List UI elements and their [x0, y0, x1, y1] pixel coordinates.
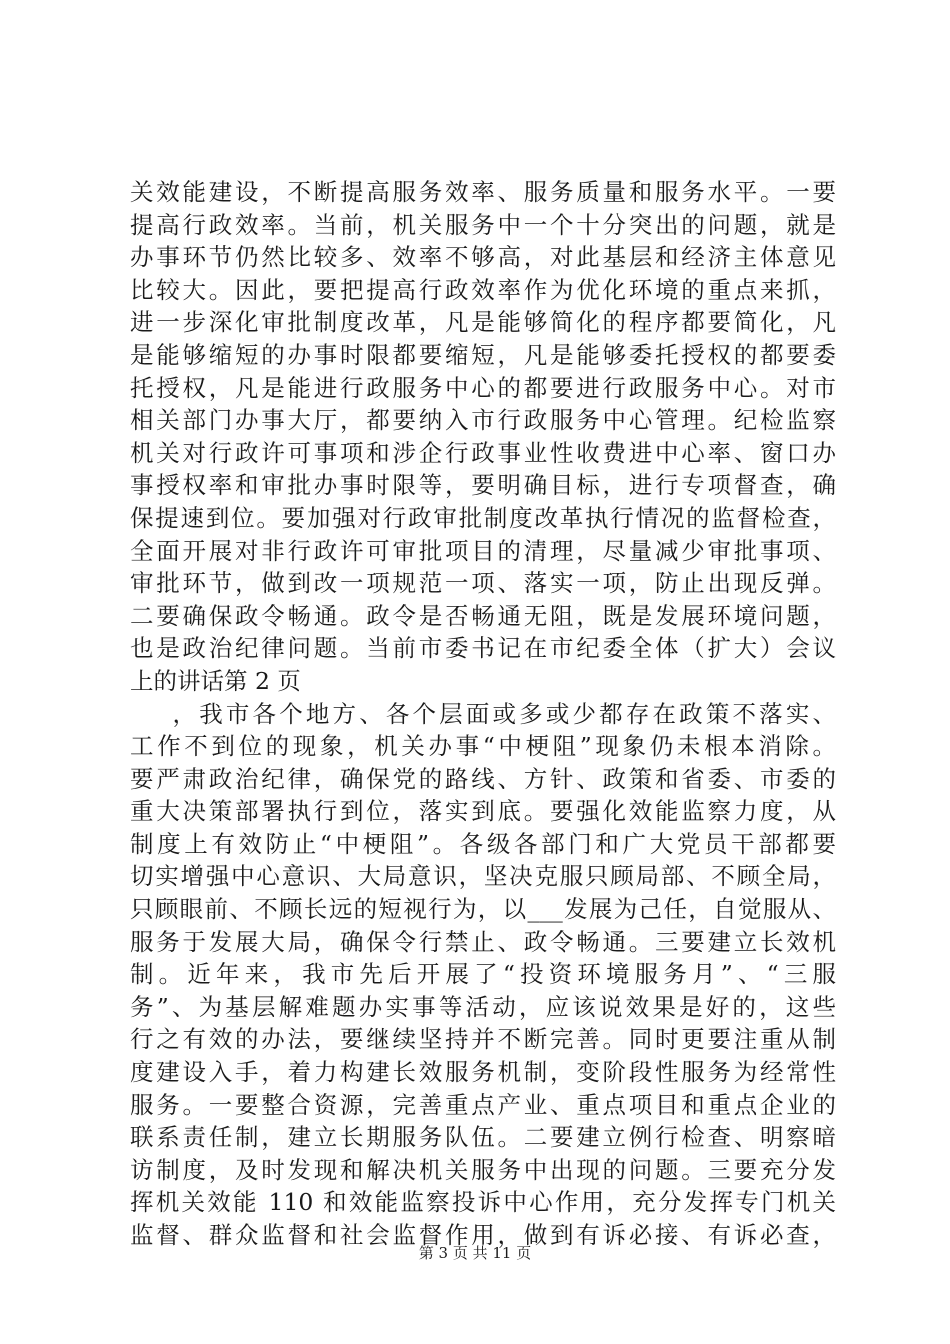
text-line: 度建设入手，着力构建长效服务机制，变阶段性服务为经常性 [130, 1058, 836, 1087]
text-line: 访制度，及时发现和解决机关服务中出现的问题。三要充分发 [130, 1155, 836, 1184]
text-line: 二要确保政令畅通。政令是否畅通无阻，既是发展环境问题， [130, 601, 836, 630]
text-line: 比较大。因此，要把提高行政效率作为优化环境的重点来抓， [130, 275, 836, 304]
text-line: 托授权，凡是能进行政服务中心的都要进行政服务中心。对市 [130, 373, 836, 402]
body-text [130, 176, 836, 1252]
text-line: 机关对行政许可事项和涉企行政事业性收费进中心率、窗口办 [130, 438, 836, 467]
text-line: 审批环节，做到改一项规范一项、落实一项，防止出现反弹。 [130, 569, 836, 598]
text-line: 相关部门办事大厅，都要纳入市行政服务中心管理。纪检监察 [130, 406, 836, 435]
text-line: 重大决策部署执行到位，落实到底。要强化效能监察力度，从 [130, 797, 836, 826]
paragraph-1 [130, 176, 836, 698]
text-line: 只顾眼前、不顾长远的短视行为，以___发展为己任，自觉服从、 [130, 895, 836, 924]
text-line: 全面开展对非行政许可审批项目的清理，尽量减少审批事项、 [130, 536, 836, 565]
text-line: 也是政治纪律问题。当前市委书记在市纪委全体（扩大）会议 [130, 634, 836, 663]
text-line: 办事环节仍然比较多、效率不够高，对此基层和经济主体意见 [130, 243, 836, 272]
text-line: 事授权率和审批办事时限等，要明确目标，进行专项督查，确 [130, 471, 836, 500]
text-line: 制度上有效防止“中梗阻”。各级各部门和广大党员干部都要 [130, 829, 836, 858]
text-line: 进一步深化审批制度改革，凡是能够简化的程序都要简化，凡 [130, 308, 836, 337]
text-line: 要严肃政治纪律，确保党的路线、方针、政策和省委、市委的 [130, 764, 836, 793]
page-footer [0, 1242, 950, 1263]
text-line: 提高行政效率。当前，机关服务中一个十分突出的问题，就是 [130, 210, 836, 239]
text-line: 制。近年来，我市先后开展了“投资环境服务月”、“三服 [130, 960, 836, 989]
text-line: 行之有效的办法，要继续坚持并不断完善。同时更要注重从制 [130, 1025, 836, 1054]
text-line: 联系责任制，建立长期服务队伍。二要建立例行检查、明察暗 [130, 1123, 836, 1152]
text-line: 服务于发展大局，确保令行禁止、政令畅通。三要建立长效机 [130, 927, 836, 956]
text-line: ，我市各个地方、各个层面或多或少都存在政策不落实、 [130, 699, 836, 728]
text-line: 关效能建设，不断提高服务效率、服务质量和服务水平。一要 [130, 178, 836, 206]
paragraph-2 [130, 698, 836, 1252]
text-line: 挥机关效能 110 和效能监察投诉中心作用，充分发挥专门机关 [130, 1188, 836, 1217]
text-line: 切实增强中心意识、大局意识，坚决克服只顾局部、不顾全局， [130, 862, 836, 891]
text-line: 监督、群众监督和社会监督作用，做到有诉必接、有诉必查， [130, 1221, 836, 1249]
page-number-label: 第 3 页 共 11 页 [418, 1244, 532, 1262]
text-line: 上的讲话第 2 页 [130, 666, 301, 695]
text-line: 是能够缩短的办事时限都要缩短，凡是能够委托授权的都要委 [130, 340, 836, 369]
text-line: 服务。一要整合资源，完善重点产业、重点项目和重点企业的 [130, 1090, 836, 1119]
text-line: 务”、为基层解难题办实事等活动，应该说效果是好的，这些 [130, 992, 836, 1021]
text-line: 保提速到位。要加强对行政审批制度改革执行情况的监督检查， [130, 503, 836, 532]
text-line: 工作不到位的现象，机关办事“中梗阻”现象仍未根本消除。 [130, 732, 836, 761]
